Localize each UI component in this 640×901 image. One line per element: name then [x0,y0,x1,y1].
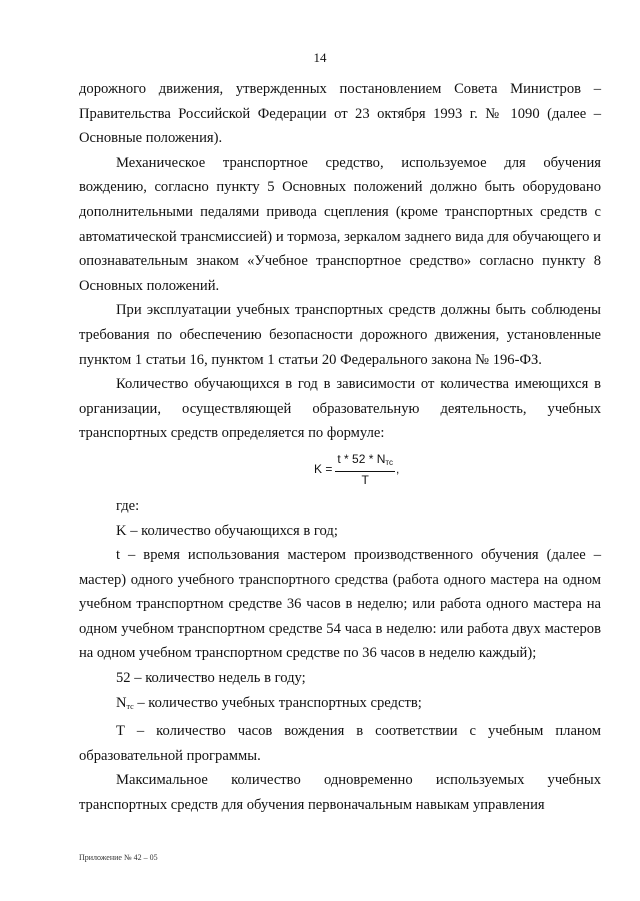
paragraph-students-count: Количество обучающихся в год в зависимости от количества имеющихся в организации, осуществляющей образовательную деятельность, учебных транспортных средств определяется по формуле: [79,376,601,442]
definition-T: Т – количество часов вождения в соответствии с учебным планом образовательной программы. [79,723,601,764]
definitions-where: где: [116,497,140,514]
definition-n-text: – количество учебных транспортных средств; [133,694,422,711]
paragraph-max-vehicles: Максимальное количество одновременно используемых учебных транспортных средств для обучения первоначальным навыкам управления [79,772,601,814]
page-number: 14 [313,50,327,65]
definition-t: t – время использования мастером производственного обучения (далее – мастер) одного учебного транспортного средства (работа одного мастера на одном учебном транспортном средстве 36 часов в неделю; или работа одного мастера на одном учебном транспортном средстве 54 часа в неделю: или работа двух мастеров на одном учебном транспортном средстве по 36 часов в неделю каждый); [79,547,601,662]
footer-appendix-label: Приложение № 42 – 05 [79,853,158,862]
definition-n [79,691,601,720]
formula-expression [314,452,399,487]
paragraph-road-traffic-rules: дорожного движения, утвержденных постановлением Совета Министров – Правительства Российской Федерации от 23 октября 1993 г. № 1090 (далее – Основные положения). [79,81,601,147]
document-body [79,77,601,818]
definition-n-subscript: тс [126,701,134,711]
formula-numerator-subscript: тс [385,457,393,467]
formula [79,448,601,494]
definition-n-symbol: N [116,694,127,711]
formula-comma: , [395,462,400,477]
formula-lhs: K = [314,462,333,477]
formula-numerator [335,452,395,472]
paragraph-vehicle-equipment: Механическое транспортное средство, используемое для обучения вождению, согласно пункту 5 Основных положений должно быть оборудовано дополнительными педалями привода сцепления (кроме транспортных средств с автоматической трансмиссией) и тормоза, зеркалом заднего вида для обучающего и опознавательным знаком «Учебное транспортное средство» согласно пункту 8 Основных положений. [79,154,601,294]
formula-numerator-text: t * 52 * N [337,451,386,466]
formula-denominator: T [361,472,369,487]
paragraph-safety-requirements: При эксплуатации учебных транспортных средств должны быть соблюдены требования по обеспечению безопасности дорожного движения, установленные пунктом 1 статьи 16, пунктом 1 статьи 20 Федерального закона № 196-ФЗ. [79,302,601,368]
definition-weeks: 52 – количество недель в году; [116,670,306,687]
definition-k: K – количество обучающихся в год; [116,522,338,539]
formula-fraction [335,452,395,487]
